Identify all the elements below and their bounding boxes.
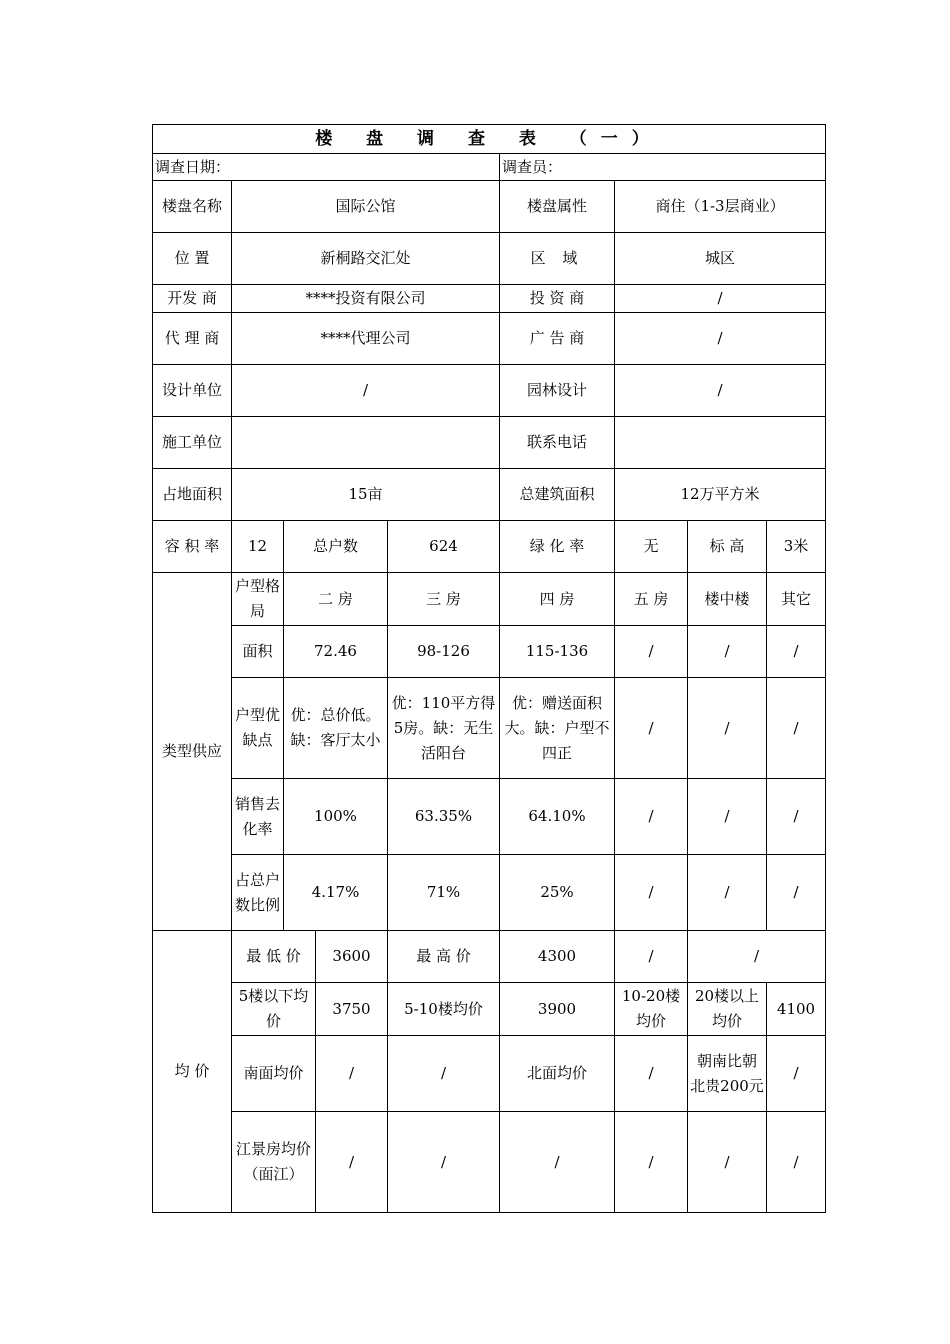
region-label: 区 域 xyxy=(500,233,615,285)
river-label: 江景房均价（面江） xyxy=(232,1112,316,1213)
supply-cell: 三 房 xyxy=(388,573,500,626)
name-value: 国际公馆 xyxy=(232,181,500,233)
supply-cell: / xyxy=(767,626,826,678)
max-price-value: 4300 xyxy=(500,931,615,983)
supply-cell: 115-136 xyxy=(500,626,615,678)
supply-cell: / xyxy=(767,779,826,855)
design-label: 设计单位 xyxy=(153,365,232,417)
land-label: 占地面积 xyxy=(153,469,232,521)
compare-value: / xyxy=(767,1036,826,1112)
price-cell: / xyxy=(615,931,688,983)
developer-value: ****投资有限公司 xyxy=(232,285,500,313)
supply-cell: 100% xyxy=(284,779,388,855)
attr-value: 商住（1-3层商业） xyxy=(615,181,826,233)
below5-label: 5楼以下均价 xyxy=(232,983,316,1036)
investor-value: / xyxy=(615,285,826,313)
gross-value: 12万平方米 xyxy=(615,469,826,521)
landscape-label: 园林设计 xyxy=(500,365,615,417)
survey-date-label: 调查日期： xyxy=(153,154,500,181)
supply-cell: 71% xyxy=(388,855,500,931)
green-label: 绿 化 率 xyxy=(500,521,615,573)
river-value: / xyxy=(316,1112,388,1213)
above20-label: 20楼以上均价 xyxy=(688,983,767,1036)
max-price-label: 最 高 价 xyxy=(388,931,500,983)
price-cell: / xyxy=(688,931,826,983)
supply-cell: 户型格局 xyxy=(232,573,284,626)
supply-section-label: 类型供应 xyxy=(153,573,232,931)
north-label: 北面均价 xyxy=(500,1036,615,1112)
name-label: 楼盘名称 xyxy=(153,181,232,233)
supply-cell: 优：总价低。缺：客厅太小 xyxy=(284,678,388,779)
developer-label: 开发 商 xyxy=(153,285,232,313)
table-title: 楼 盘 调 查 表 （一） xyxy=(153,125,826,154)
elevation-value: 3米 xyxy=(767,521,826,573)
f5-10-value: 3900 xyxy=(500,983,615,1036)
supply-cell: 楼中楼 xyxy=(688,573,767,626)
attr-label: 楼盘属性 xyxy=(500,181,615,233)
river-value: / xyxy=(767,1112,826,1213)
river-value: / xyxy=(688,1112,767,1213)
agent-label: 代 理 商 xyxy=(153,313,232,365)
supply-cell: 销售去化率 xyxy=(232,779,284,855)
supply-cell: 面积 xyxy=(232,626,284,678)
supply-cell: / xyxy=(688,626,767,678)
supply-cell: 二 房 xyxy=(284,573,388,626)
supply-cell: 优：赠送面积大。缺：户型不四正 xyxy=(500,678,615,779)
design-value: / xyxy=(232,365,500,417)
supply-cell: / xyxy=(615,626,688,678)
agent-value: ****代理公司 xyxy=(232,313,500,365)
supply-cell: 25% xyxy=(500,855,615,931)
far-label: 容 积 率 xyxy=(153,521,232,573)
phone-value xyxy=(615,417,826,469)
supply-cell: / xyxy=(615,678,688,779)
region-value: 城区 xyxy=(615,233,826,285)
elevation-label: 标 高 xyxy=(688,521,767,573)
surveyor-label: 调查员： xyxy=(500,154,826,181)
gross-label: 总建筑面积 xyxy=(500,469,615,521)
ad-value: / xyxy=(615,313,826,365)
price-section-label: 均 价 xyxy=(153,931,232,1213)
construction-value xyxy=(232,417,500,469)
supply-cell: 64.10% xyxy=(500,779,615,855)
north-value: / xyxy=(615,1036,688,1112)
supply-cell: 63.35% xyxy=(388,779,500,855)
supply-cell: 72.46 xyxy=(284,626,388,678)
phone-label: 联系电话 xyxy=(500,417,615,469)
supply-cell: 五 房 xyxy=(615,573,688,626)
supply-cell: 其它 xyxy=(767,573,826,626)
households-value: 624 xyxy=(388,521,500,573)
ad-label: 广 告 商 xyxy=(500,313,615,365)
supply-cell: 98-126 xyxy=(388,626,500,678)
f10-20-label: 10-20楼均价 xyxy=(615,983,688,1036)
location-label: 位 置 xyxy=(153,233,232,285)
supply-cell: 优：110平方得5房。缺：无生活阳台 xyxy=(388,678,500,779)
river-value: / xyxy=(500,1112,615,1213)
supply-cell: / xyxy=(767,678,826,779)
above20-value: 4100 xyxy=(767,983,826,1036)
land-value: 15亩 xyxy=(232,469,500,521)
investor-label: 投 资 商 xyxy=(500,285,615,313)
survey-table xyxy=(152,124,826,1213)
supply-cell: 四 房 xyxy=(500,573,615,626)
supply-cell: / xyxy=(688,779,767,855)
construction-label: 施工单位 xyxy=(153,417,232,469)
supply-cell: / xyxy=(615,855,688,931)
supply-cell: 4.17% xyxy=(284,855,388,931)
min-price-label: 最 低 价 xyxy=(232,931,316,983)
price-cell: / xyxy=(388,1036,500,1112)
below5-value: 3750 xyxy=(316,983,388,1036)
f5-10-label: 5-10楼均价 xyxy=(388,983,500,1036)
supply-cell: 户型优缺点 xyxy=(232,678,284,779)
supply-cell: / xyxy=(615,779,688,855)
south-value: / xyxy=(316,1036,388,1112)
landscape-value: / xyxy=(615,365,826,417)
supply-cell: 占总户数比例 xyxy=(232,855,284,931)
households-label: 总户数 xyxy=(284,521,388,573)
river-value: / xyxy=(615,1112,688,1213)
supply-cell: / xyxy=(767,855,826,931)
green-value: 无 xyxy=(615,521,688,573)
min-price-value: 3600 xyxy=(316,931,388,983)
far-value: 12 xyxy=(232,521,284,573)
location-value: 新桐路交汇处 xyxy=(232,233,500,285)
supply-cell: / xyxy=(688,678,767,779)
river-value: / xyxy=(388,1112,500,1213)
compare-label: 朝南比朝北贵200元 xyxy=(688,1036,767,1112)
south-label: 南面均价 xyxy=(232,1036,316,1112)
supply-cell: / xyxy=(688,855,767,931)
